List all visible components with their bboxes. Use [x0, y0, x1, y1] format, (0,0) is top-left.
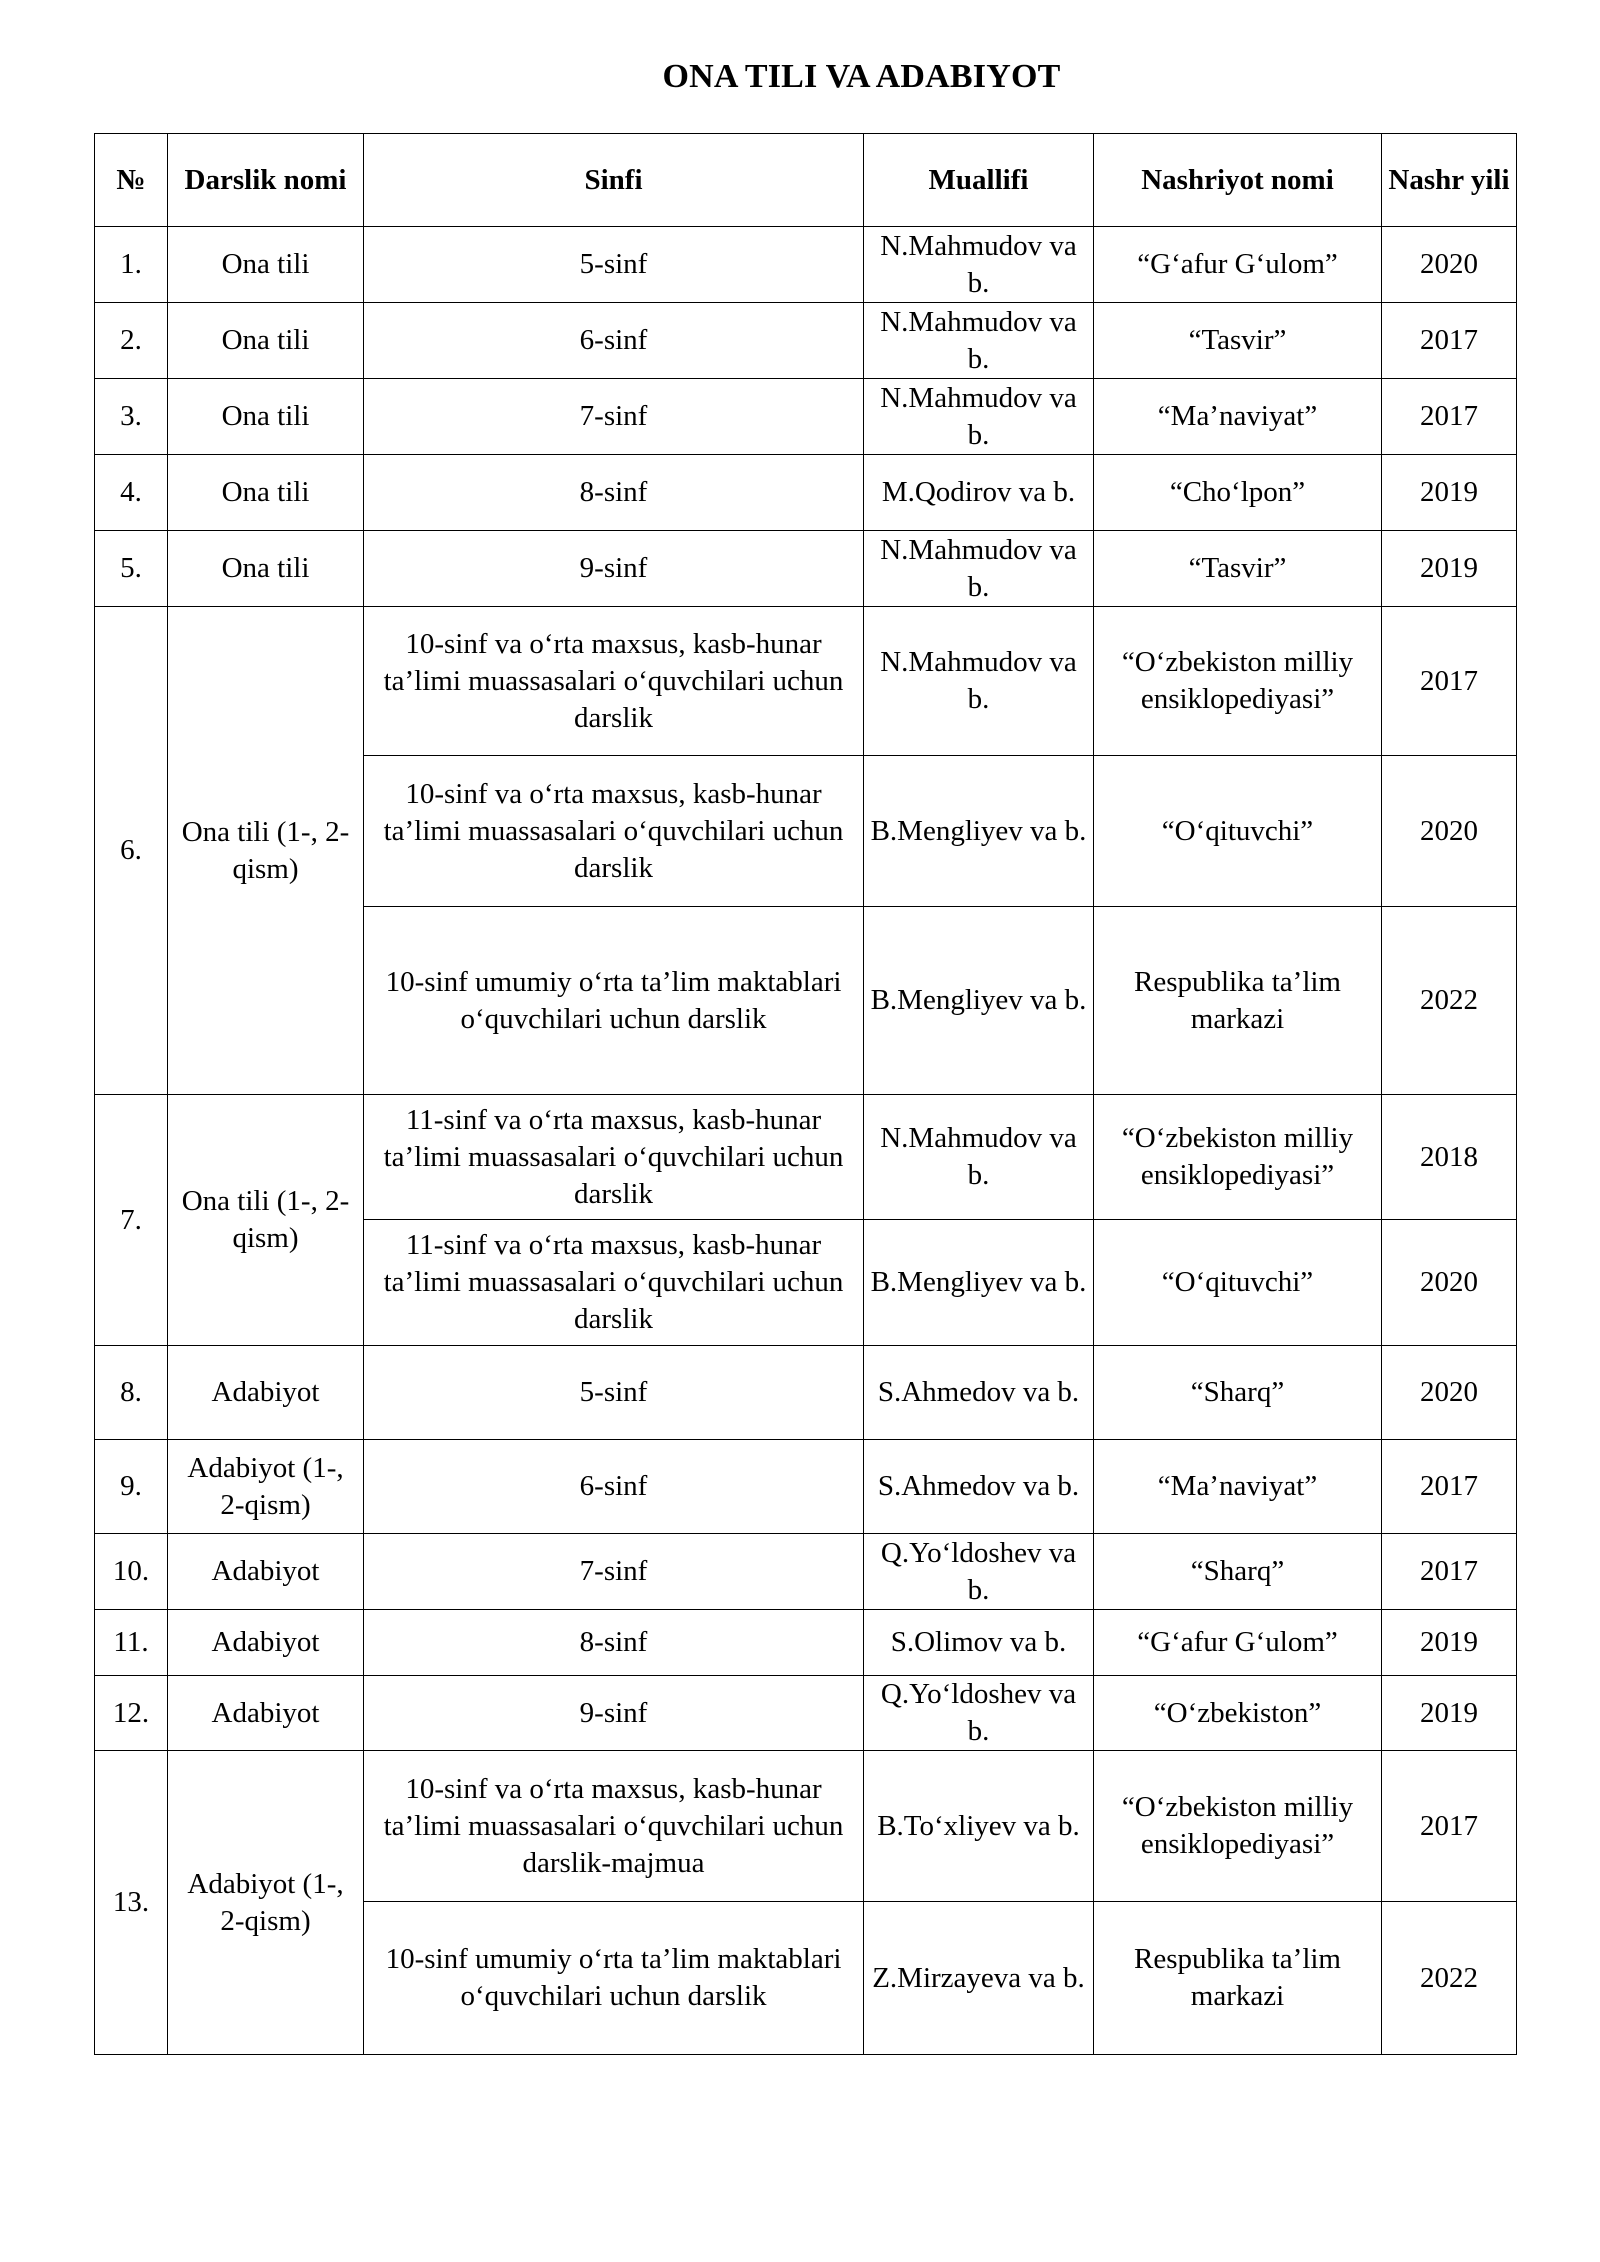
grade-cell: 7-sinf [364, 379, 864, 455]
year-cell: 2020 [1382, 1220, 1517, 1346]
grade-cell: 10-sinf va o‘rta maxsus, kasb-hunar ta’limi muassasalari o‘quvchilari uchun darslik [364, 607, 864, 756]
author-cell: N.Mahmudov va b. [864, 227, 1094, 303]
author-cell: M.Qodirov va b. [864, 455, 1094, 531]
publisher-cell: “O‘zbekiston” [1094, 1676, 1382, 1751]
table-row [95, 607, 1517, 756]
textbook-name: Adabiyot [168, 1346, 364, 1440]
author-cell: B.Mengliyev va b. [864, 907, 1094, 1095]
textbook-name: Ona tili [168, 531, 364, 607]
author-cell: B.To‘xliyev va b. [864, 1751, 1094, 1902]
publisher-cell: “O‘qituvchi” [1094, 1220, 1382, 1346]
publisher-cell: “O‘zbekiston milliy ensiklopediyasi” [1094, 607, 1382, 756]
grade-cell: 10-sinf umumiy o‘rta ta’lim maktablari o‘quvchilari uchun darslik [364, 1902, 864, 2055]
header-textbook-name: Darslik nomi [168, 134, 364, 227]
table-row [95, 227, 1517, 303]
year-cell: 2019 [1382, 531, 1517, 607]
publisher-cell: “Sharq” [1094, 1346, 1382, 1440]
grade-cell: 8-sinf [364, 1610, 864, 1676]
publisher-cell: “O‘zbekiston milliy ensiklopediyasi” [1094, 1751, 1382, 1902]
row-number: 3. [95, 379, 168, 455]
author-cell: B.Mengliyev va b. [864, 756, 1094, 907]
publisher-cell: “Ma’naviyat” [1094, 1440, 1382, 1534]
publisher-cell: “Tasvir” [1094, 303, 1382, 379]
header-row [95, 134, 1517, 227]
grade-cell: 8-sinf [364, 455, 864, 531]
row-number: 8. [95, 1346, 168, 1440]
table-row [95, 531, 1517, 607]
row-number: 9. [95, 1440, 168, 1534]
row-number: 7. [95, 1095, 168, 1346]
table-body [95, 227, 1517, 2055]
publisher-cell: “O‘qituvchi” [1094, 756, 1382, 907]
row-number: 2. [95, 303, 168, 379]
author-cell: N.Mahmudov va b. [864, 531, 1094, 607]
publisher-cell: Respublika ta’lim markazi [1094, 1902, 1382, 2055]
textbook-name: Ona tili [168, 455, 364, 531]
row-number: 1. [95, 227, 168, 303]
textbook-table [94, 133, 1517, 2055]
table-row [95, 1534, 1517, 1610]
grade-cell: 9-sinf [364, 1676, 864, 1751]
publisher-cell: “G‘afur G‘ulom” [1094, 227, 1382, 303]
row-number: 13. [95, 1751, 168, 2055]
author-cell: S.Olimov va b. [864, 1610, 1094, 1676]
textbook-name: Adabiyot [168, 1610, 364, 1676]
year-cell: 2017 [1382, 1440, 1517, 1534]
year-cell: 2017 [1382, 607, 1517, 756]
year-cell: 2017 [1382, 1751, 1517, 1902]
author-cell: N.Mahmudov va b. [864, 607, 1094, 756]
table-row [95, 1610, 1517, 1676]
textbook-name: Adabiyot [168, 1676, 364, 1751]
textbook-name: Ona tili [168, 227, 364, 303]
table-row [95, 1440, 1517, 1534]
grade-cell: 6-sinf [364, 303, 864, 379]
textbook-name: Ona tili [168, 303, 364, 379]
textbook-name: Ona tili (1-, 2-qism) [168, 1095, 364, 1346]
publisher-cell: “Cho‘lpon” [1094, 455, 1382, 531]
author-cell: Q.Yo‘ldoshev va b. [864, 1676, 1094, 1751]
publisher-cell: “O‘zbekiston milliy ensiklopediyasi” [1094, 1095, 1382, 1220]
year-cell: 2019 [1382, 455, 1517, 531]
publisher-cell: “G‘afur G‘ulom” [1094, 1610, 1382, 1676]
header-grade: Sinfi [364, 134, 864, 227]
publisher-cell: “Sharq” [1094, 1534, 1382, 1610]
table-row [95, 303, 1517, 379]
page-title: ONA TILI VA ADABIYOT [662, 58, 1061, 95]
grade-cell: 5-sinf [364, 1346, 864, 1440]
grade-cell: 10-sinf va o‘rta maxsus, kasb-hunar ta’limi muassasalari o‘quvchilari uchun darslik [364, 756, 864, 907]
grade-cell: 10-sinf umumiy o‘rta ta’lim maktablari o‘quvchilari uchun darslik [364, 907, 864, 1095]
grade-cell: 11-sinf va o‘rta maxsus, kasb-hunar ta’limi muassasalari o‘quvchilari uchun darslik [364, 1095, 864, 1220]
row-number: 4. [95, 455, 168, 531]
grade-cell: 11-sinf va o‘rta maxsus, kasb-hunar ta’limi muassasalari o‘quvchilari uchun darslik [364, 1220, 864, 1346]
header-year: Nashr yili [1382, 134, 1517, 227]
table-row [95, 1346, 1517, 1440]
textbook-name: Ona tili [168, 379, 364, 455]
textbook-name: Adabiyot (1-, 2-qism) [168, 1751, 364, 2055]
author-cell: B.Mengliyev va b. [864, 1220, 1094, 1346]
header-number: № [95, 134, 168, 227]
textbook-name: Ona tili (1-, 2-qism) [168, 607, 364, 1095]
table-row [95, 379, 1517, 455]
textbook-name: Adabiyot [168, 1534, 364, 1610]
author-cell: N.Mahmudov va b. [864, 1095, 1094, 1220]
year-cell: 2018 [1382, 1095, 1517, 1220]
year-cell: 2017 [1382, 379, 1517, 455]
row-number: 11. [95, 1610, 168, 1676]
grade-cell: 5-sinf [364, 227, 864, 303]
row-number: 6. [95, 607, 168, 1095]
author-cell: S.Ahmedov va b. [864, 1346, 1094, 1440]
row-number: 10. [95, 1534, 168, 1610]
year-cell: 2022 [1382, 1902, 1517, 2055]
author-cell: S.Ahmedov va b. [864, 1440, 1094, 1534]
table-row [95, 1676, 1517, 1751]
table-row [95, 1095, 1517, 1220]
year-cell: 2020 [1382, 756, 1517, 907]
textbook-name: Adabiyot (1-, 2-qism) [168, 1440, 364, 1534]
publisher-cell: Respublika ta’lim markazi [1094, 907, 1382, 1095]
grade-cell: 7-sinf [364, 1534, 864, 1610]
publisher-cell: “Ma’naviyat” [1094, 379, 1382, 455]
year-cell: 2019 [1382, 1676, 1517, 1751]
table-row [95, 1751, 1517, 1902]
author-cell: Q.Yo‘ldoshev va b. [864, 1534, 1094, 1610]
grade-cell: 10-sinf va o‘rta maxsus, kasb-hunar ta’limi muassasalari o‘quvchilari uchun darslik-majmua [364, 1751, 864, 1902]
author-cell: N.Mahmudov va b. [864, 379, 1094, 455]
publisher-cell: “Tasvir” [1094, 531, 1382, 607]
year-cell: 2022 [1382, 907, 1517, 1095]
header-publisher: Nashriyot nomi [1094, 134, 1382, 227]
row-number: 5. [95, 531, 168, 607]
table-row [95, 455, 1517, 531]
year-cell: 2017 [1382, 303, 1517, 379]
header-author: Muallifi [864, 134, 1094, 227]
year-cell: 2019 [1382, 1610, 1517, 1676]
row-number: 12. [95, 1676, 168, 1751]
year-cell: 2020 [1382, 227, 1517, 303]
grade-cell: 6-sinf [364, 1440, 864, 1534]
author-cell: Z.Mirzayeva va b. [864, 1902, 1094, 2055]
author-cell: N.Mahmudov va b. [864, 303, 1094, 379]
year-cell: 2020 [1382, 1346, 1517, 1440]
year-cell: 2017 [1382, 1534, 1517, 1610]
grade-cell: 9-sinf [364, 531, 864, 607]
